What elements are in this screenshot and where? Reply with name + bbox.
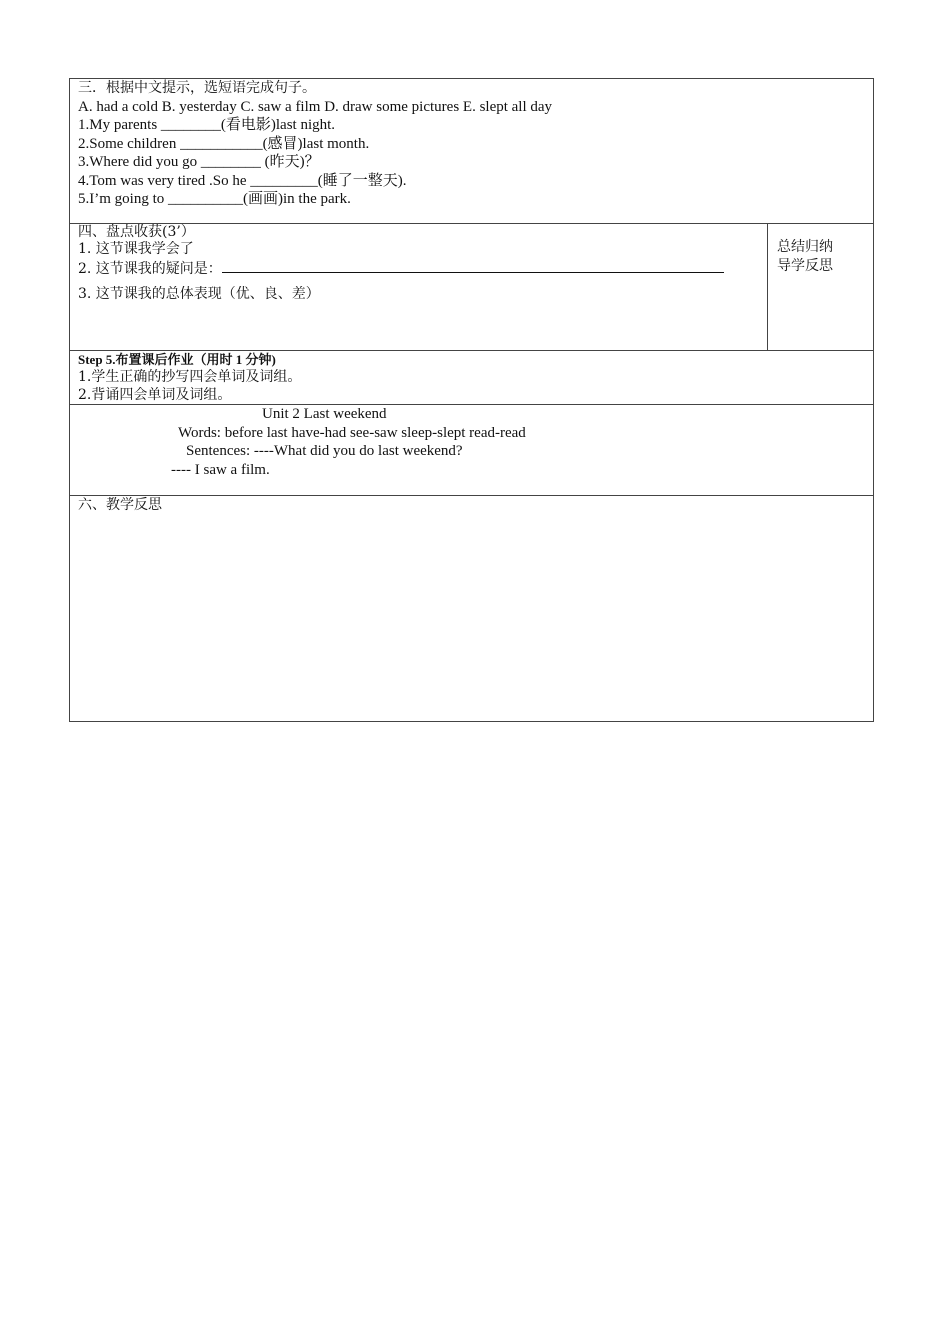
step5-title: Step 5.布置课后作业（用时 1 分钟): [78, 352, 276, 367]
side-label-1: 总结归纳: [777, 239, 833, 255]
sentence-5: 5.I’m going to __________(画画)in the park.: [78, 191, 351, 207]
board-cell: [70, 405, 874, 496]
board-sentences: Sentences: ----What did you do last weekend?: [186, 443, 463, 459]
board-words: Words: before last have-had see-saw sleep-slept read-read: [178, 424, 526, 441]
section4-item-2-label: 2. 这节课我的疑问是：: [78, 261, 222, 277]
section4-row: [70, 224, 874, 351]
section4-cell: [70, 224, 768, 351]
section3-cell: [70, 79, 874, 224]
lesson-plan-sheet: [69, 78, 873, 722]
section6-row: [70, 496, 874, 722]
step5-cell: [70, 351, 874, 405]
lesson-table: [69, 78, 874, 722]
board-row: [70, 405, 874, 496]
section4-item-2: [78, 258, 759, 278]
step5-item-2: 2.背诵四会单词及词组。: [78, 387, 232, 403]
sentence-2: 2.Some children ___________(感冒)last month.: [78, 135, 370, 152]
section6-title: 六、教学反思: [78, 497, 162, 513]
sentence-4: 4.Tom was very tired .So he _________(睡了一整天).: [78, 172, 407, 189]
step5-item-1: 1.学生正确的抄写四会单词及词组。: [78, 369, 302, 385]
board-unit-title: Unit 2 Last weekend: [262, 406, 387, 422]
section4-title: 四、盘点收获(3’）: [78, 224, 195, 240]
board-answer: ---- I saw a film.: [171, 461, 270, 478]
section3-row: [70, 79, 874, 224]
sentence-1: 1.My parents ________(看电影)last night.: [78, 117, 336, 133]
side-label-2: 导学反思: [777, 257, 833, 274]
question-blank-line: [222, 258, 724, 273]
section4-item-3: 3. 这节课我的总体表现（优、良、差）: [78, 286, 320, 302]
section6-cell: [70, 496, 874, 722]
section3-options: A. had a cold B. yesterday C. saw a film D. draw some pictures E. slept all day: [78, 98, 553, 115]
summary-side-cell: [768, 224, 874, 351]
section3-title: 三．根据中文提示，选短语完成句子。: [78, 80, 316, 96]
sentence-3: 3.Where did you go ________ (昨天)？: [78, 154, 320, 170]
section4-item-1: 1. 这节课我学会了: [78, 241, 194, 257]
step5-row: [70, 351, 874, 405]
